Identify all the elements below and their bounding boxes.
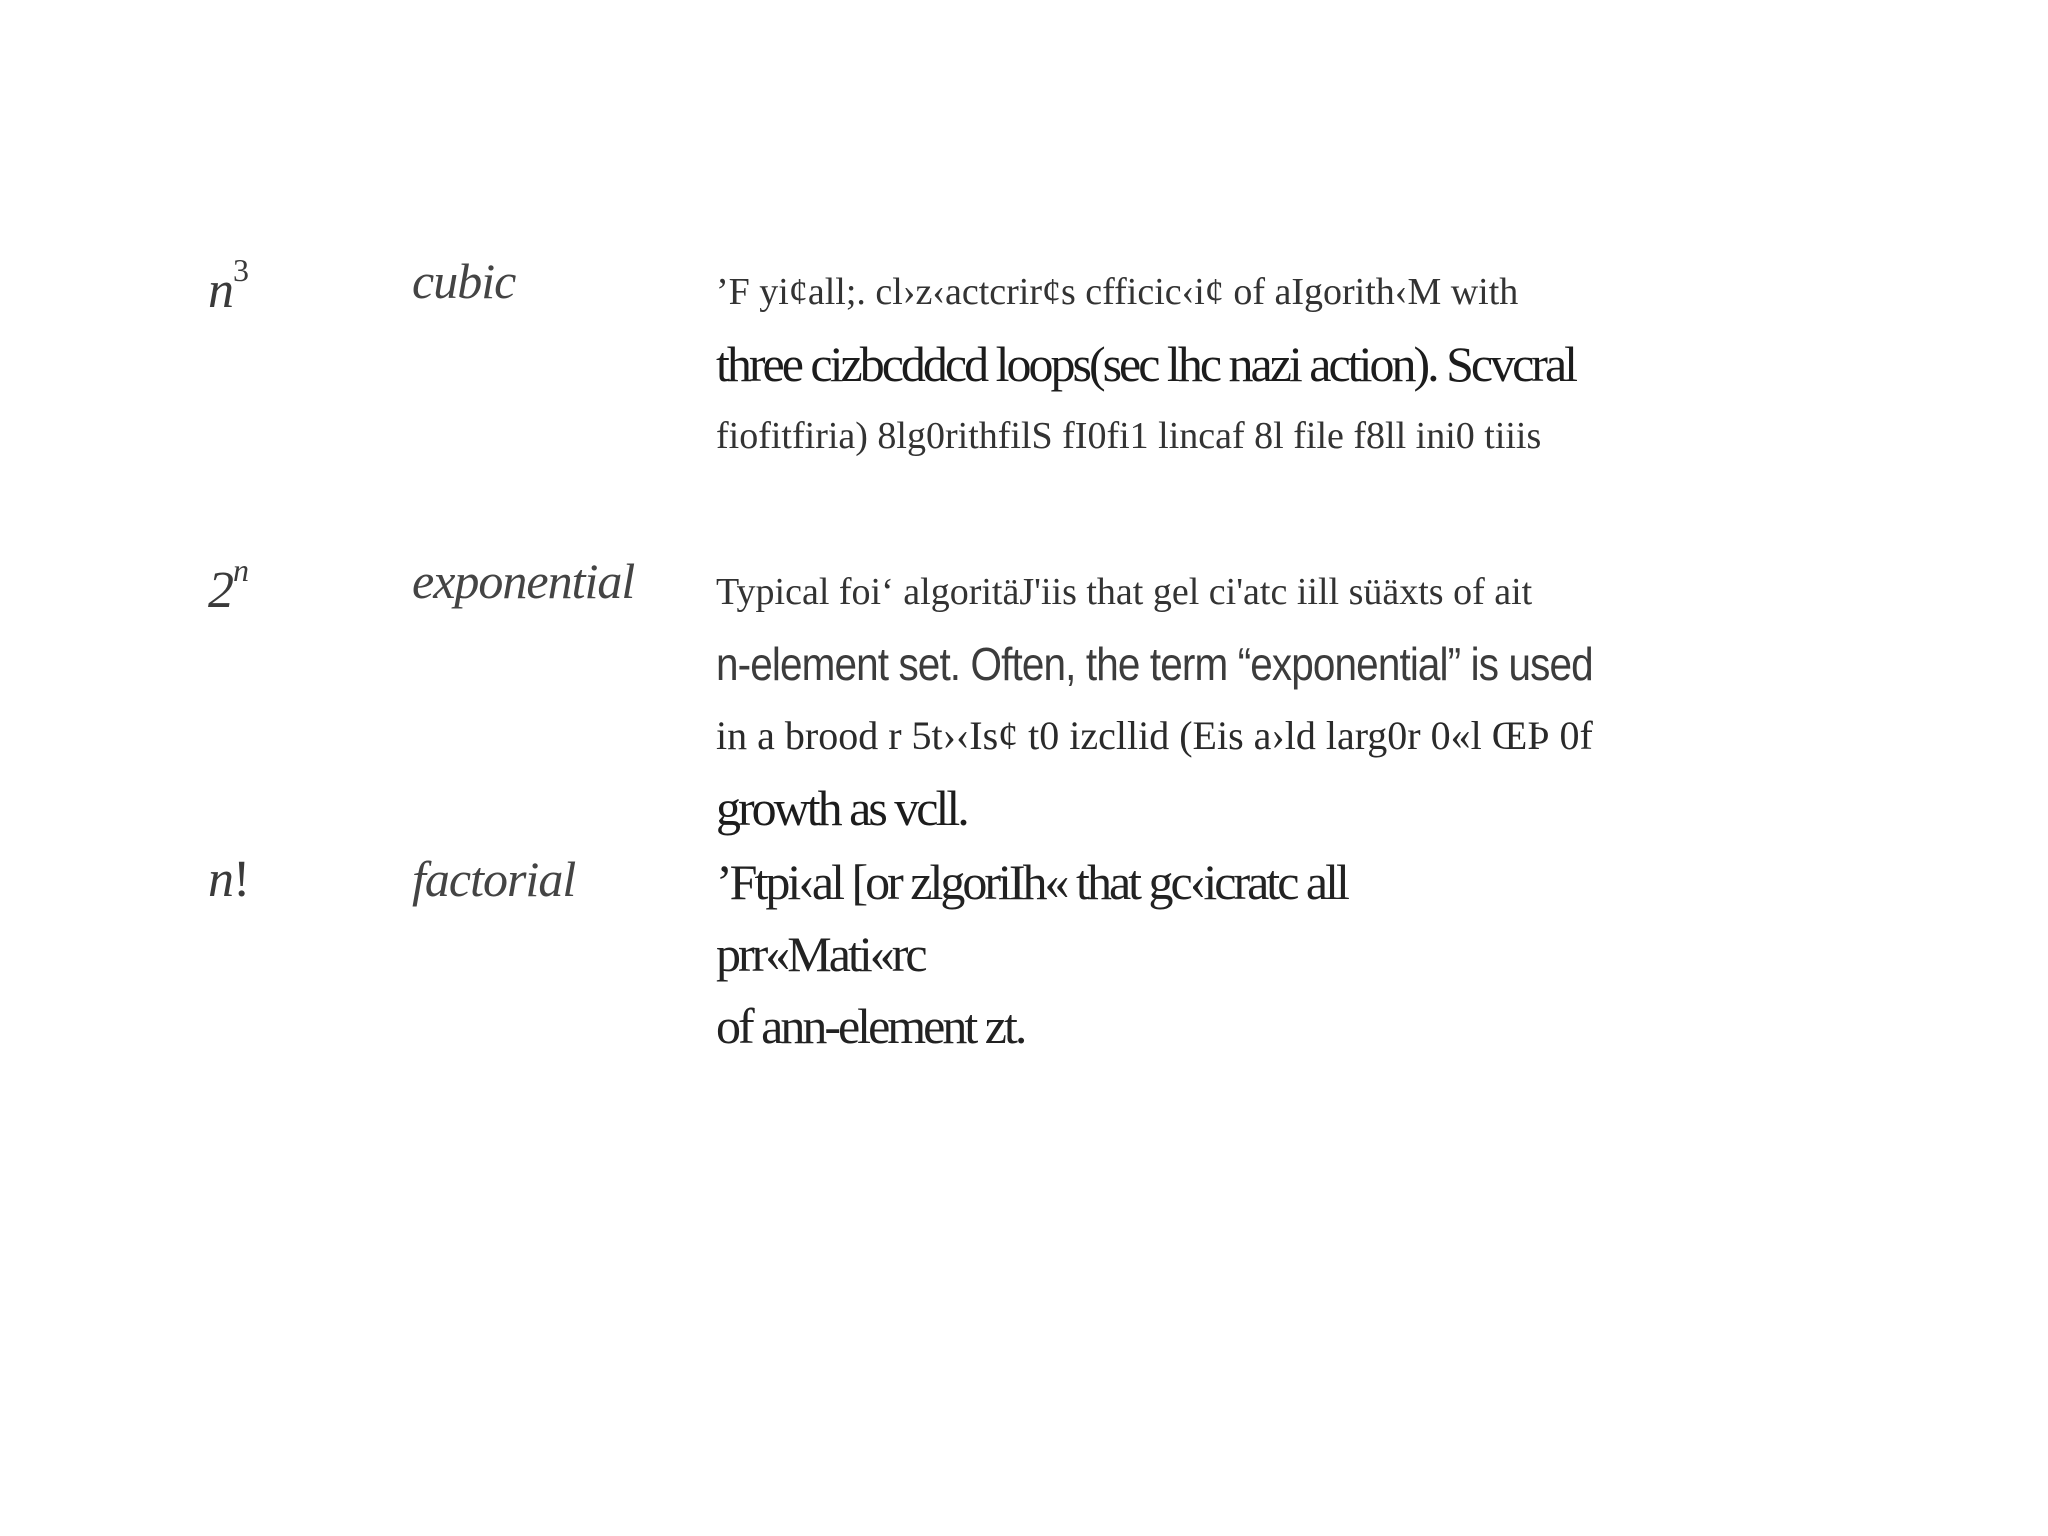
description (716, 846, 1716, 1062)
class-name: factorial (412, 851, 576, 907)
class-name: cubic (412, 253, 516, 309)
description (716, 556, 1716, 844)
description-line: ’Ftpi‹al [or zlgoriIh« that gc‹icratc all (716, 854, 1347, 910)
description (716, 256, 1716, 472)
description-line: of ann-element zt. (716, 998, 1025, 1054)
notation-n-cubed (208, 252, 248, 320)
notation-exponent: ! (233, 851, 250, 908)
notation-base: n (208, 262, 233, 319)
description-line: ’F yi¢all;. cl›z‹actcrir¢s cfficic‹i¢ of aIgorith‹M with (716, 271, 1519, 313)
notation-two-to-n (208, 552, 248, 620)
description-line: growth as vcll. (716, 780, 967, 836)
notation-base: n (208, 851, 233, 908)
description-line: three cizbcddcd loops(sec lhc nazi action). Scvcral (716, 336, 1576, 392)
description-line: in a brood r 5t›‹Is¢ t0 izcllid (Eis a›ld larg0r 0«l ŒÞ 0f (716, 713, 1593, 758)
notation-exponent: 3 (233, 252, 248, 288)
notation-exponent: n (233, 552, 248, 588)
class-name: exponential (412, 553, 635, 609)
notation-base: 2 (208, 562, 233, 619)
description-line: fiofitfiria) 8lg0rithfilS fI0fi1 lincaf 8l file f8ll ini0 tiiis (716, 415, 1542, 457)
description-line: n-element set. Often, the term “exponential” is used (716, 638, 1593, 690)
description-line: prr«Mati«rc (716, 926, 925, 982)
description-line: Typical foi‘ algoritäJ'iis that gel ci'atc iill süäxts of ait (716, 571, 1533, 613)
notation-n-factorial (208, 850, 249, 909)
